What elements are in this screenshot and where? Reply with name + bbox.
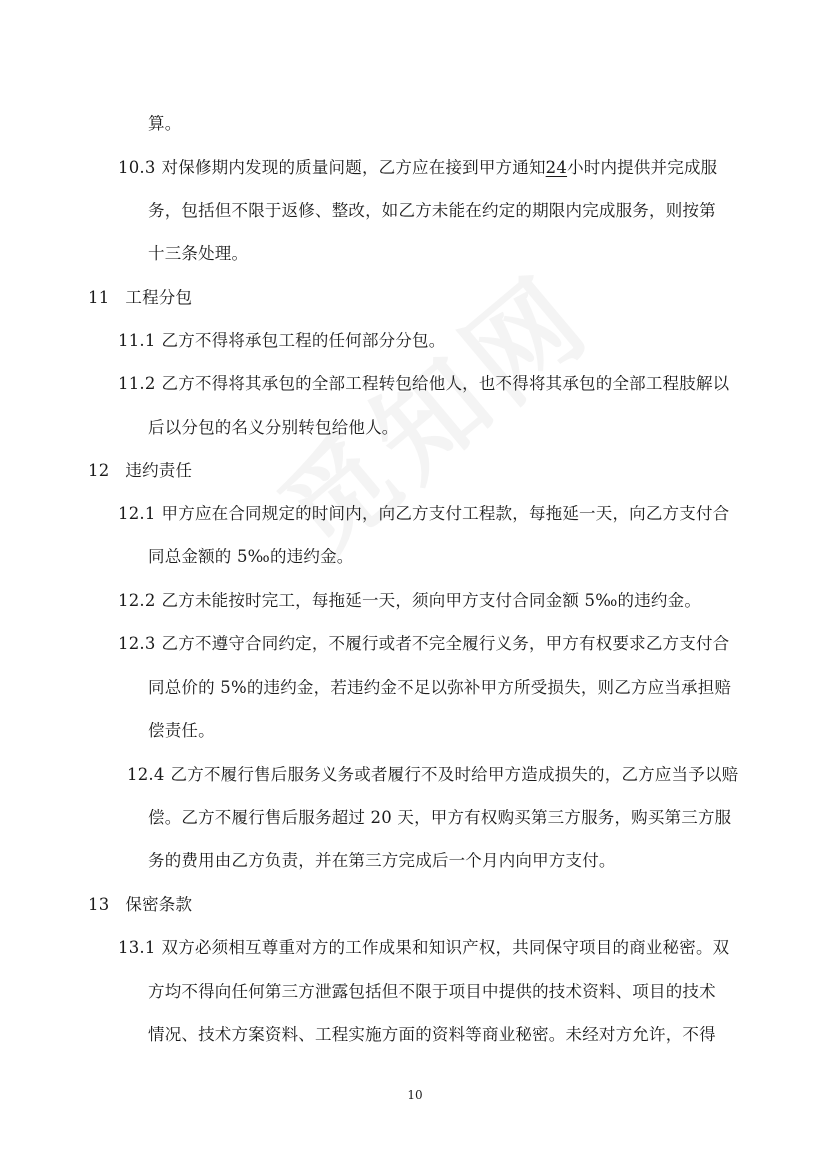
section-number: 13 [88,895,110,914]
section-heading-13 [88,894,192,916]
clause-number: 13.1 [118,938,156,957]
continuation-line [148,200,716,222]
continuation-line [148,850,616,872]
continuation-line [148,1024,716,1046]
line-text: 务，包括但不限于返修、整改，如乙方未能在约定的期限内完成服务，则按第 [148,201,716,220]
continuation-line [148,677,731,699]
clause-number: 12.1 [118,504,156,523]
line-text: 务的费用由乙方负责，并在第三方完成后一个月内向甲方支付。 [148,851,616,870]
clause-11-1 [118,330,445,352]
clause-12-1 [118,503,729,525]
underlined-hours-value: 24 [545,158,568,177]
clause-text: 乙方不得将其承包的全部工程转包给他人，也不得将其承包的全部工程肢解以 [161,374,730,393]
line-text: 算。 [148,114,182,133]
line-text: 同总价的 5%的违约金，若违约金不足以弥补甲方所受损失，则乙方应当承担赔 [148,678,732,697]
continuation-line [148,807,731,829]
clause-12-3 [118,633,729,655]
clause-11-2 [118,373,729,395]
clause-text: 乙方不得将承包工程的任何部分分包。 [161,331,446,350]
section-title: 违约责任 [125,461,193,480]
clause-text: 对保修期内发现的质量问题，乙方应在接到甲方通知 [161,158,546,177]
clause-text: 乙方未能按时完工，每拖延一天，须向甲方支付合同金额 5‰的违约金。 [161,591,702,610]
page-number: 10 [407,1088,423,1102]
watermark-logo [241,233,618,585]
clause-12-2 [118,590,701,612]
clause-13-1 [118,937,729,959]
clause-text: 双方必须相互尊重对方的工作成果和知识产权，共同保守项目的商业秘密。双 [161,938,730,957]
continuation-line [148,720,215,742]
continuation-line [148,546,353,568]
line-text: 偿。乙方不履行售后服务超过 20 天，甲方有权购买第三方服务，购买第三方服 [148,808,732,827]
clause-10-3 [118,157,717,179]
clause-text: 乙方不遵守合同约定，不履行或者不完全履行义务，甲方有权要求乙方支付合 [161,634,730,653]
section-number: 11 [88,288,110,307]
clause-number: 12.2 [118,591,156,610]
clause-number: 11.2 [118,374,156,393]
clause-text: 乙方不履行售后服务义务或者履行不及时给甲方造成损失的，乙方应当予以赔 [170,765,739,784]
clause-number: 10.3 [118,158,156,177]
continuation-line [148,417,399,439]
section-title: 工程分包 [125,288,193,307]
line-text: 后以分包的名义分别转包给他人。 [148,418,399,437]
clause-number: 12.4 [127,765,165,784]
clause-number: 12.3 [118,634,156,653]
clause-12-4 [127,764,738,786]
section-title: 保密条款 [125,895,193,914]
continuation-line [148,113,181,135]
section-heading-12 [88,460,192,482]
clause-number: 11.1 [118,331,156,350]
clause-text: 甲方应在合同规定的时间内，向乙方支付工程款，每拖延一天，向乙方支付合 [161,504,730,523]
line-text: 方均不得向任何第三方泄露包括但不限于项目中提供的技术资料、项目的技术 [148,982,716,1001]
clause-text-cont: 小时内提供并完成服 [567,158,718,177]
line-text: 十三条处理。 [148,244,249,263]
continuation-line [148,243,248,265]
continuation-line [148,981,716,1003]
line-text: 同总金额的 5‰的违约金。 [148,547,354,566]
section-heading-11 [88,287,192,309]
line-text: 情况、技术方案资料、工程实施方面的资料等商业秘密。未经对方允许，不得 [148,1025,716,1044]
line-text: 偿责任。 [148,721,215,740]
section-number: 12 [88,461,110,480]
